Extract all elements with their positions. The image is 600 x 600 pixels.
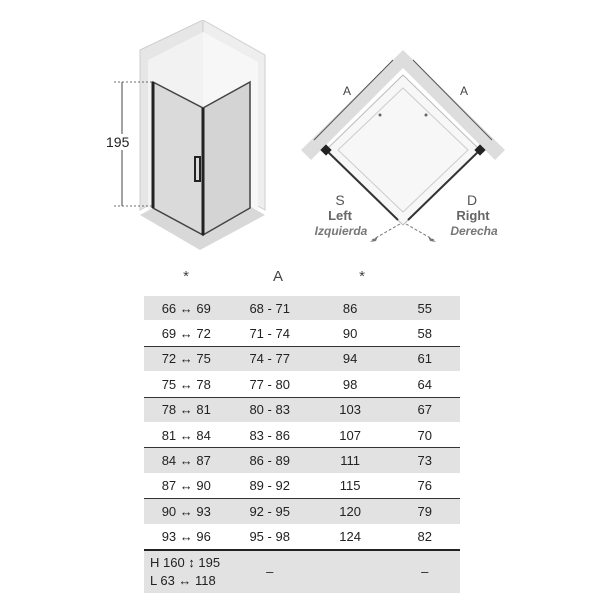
cell-a-range: 80 - 83 xyxy=(229,397,311,422)
custom-size-row xyxy=(144,550,460,593)
cell-adjust-range: 78 ↔ 81 xyxy=(144,397,229,422)
table-row xyxy=(144,346,460,371)
cell-adjust-range: 90 ↔ 93 xyxy=(144,499,229,524)
table-row xyxy=(144,499,460,524)
cell-col4: 58 xyxy=(389,321,460,346)
cell-col3: 115 xyxy=(311,473,390,498)
header-col1: * xyxy=(183,268,189,285)
side-a-left-label: A xyxy=(343,84,352,98)
cell-a-range: 89 - 92 xyxy=(229,473,311,498)
cell-a-range: 83 - 86 xyxy=(229,422,311,447)
right-label-es: Derecha xyxy=(450,224,498,238)
height-dimension-label: 195 xyxy=(106,134,130,150)
cell-col3: 111 xyxy=(311,448,390,473)
cell-a-range: 71 - 74 xyxy=(229,321,311,346)
cell-col3: 107 xyxy=(311,422,390,447)
custom-length-range: L 63 ↔ 118 xyxy=(150,572,216,588)
size-specification-table xyxy=(144,296,460,593)
custom-col2: – xyxy=(229,550,311,593)
custom-size-ranges xyxy=(144,550,229,593)
cell-col4: 55 xyxy=(389,296,460,321)
table-row xyxy=(144,397,460,422)
table-row xyxy=(144,296,460,321)
cell-a-range: 68 - 71 xyxy=(229,296,311,321)
cell-adjust-range: 81 ↔ 84 xyxy=(144,422,229,447)
cell-col3: 86 xyxy=(311,296,390,321)
cell-col3: 103 xyxy=(311,397,390,422)
cell-col4: 61 xyxy=(389,346,460,371)
cell-col3: 94 xyxy=(311,346,390,371)
cell-col3: 124 xyxy=(311,524,390,550)
cell-adjust-range: 72 ↔ 75 xyxy=(144,346,229,371)
side-a-right-label: A xyxy=(460,84,469,98)
cell-adjust-range: 84 ↔ 87 xyxy=(144,448,229,473)
cell-col4: 64 xyxy=(389,372,460,397)
table-row xyxy=(144,422,460,447)
cell-col3: 90 xyxy=(311,321,390,346)
table-row xyxy=(144,372,460,397)
cell-a-range: 77 - 80 xyxy=(229,372,311,397)
cell-col3: 120 xyxy=(311,499,390,524)
custom-height-range: H 160 ↕ 195 xyxy=(150,554,221,570)
table-row xyxy=(144,524,460,550)
cell-adjust-range: 93 ↔ 96 xyxy=(144,524,229,550)
cell-col4: 82 xyxy=(389,524,460,550)
cell-adjust-range: 87 ↔ 90 xyxy=(144,473,229,498)
header-col3: * xyxy=(359,268,365,285)
cell-col4: 76 xyxy=(389,473,460,498)
cell-col4: 79 xyxy=(389,499,460,524)
table-row xyxy=(144,321,460,346)
cell-a-range: 95 - 98 xyxy=(229,524,311,550)
cell-adjust-range: 66 ↔ 69 xyxy=(144,296,229,321)
table-row xyxy=(144,473,460,498)
left-label-es: Izquierda xyxy=(314,224,368,238)
cell-col4: 67 xyxy=(389,397,460,422)
custom-col3 xyxy=(311,550,390,593)
cell-adjust-range: 75 ↔ 78 xyxy=(144,372,229,397)
cell-col4: 73 xyxy=(389,448,460,473)
cell-a-range: 86 - 89 xyxy=(229,448,311,473)
left-label-en: Left xyxy=(328,208,352,223)
right-label-en: Right xyxy=(456,208,490,223)
cell-col4: 70 xyxy=(389,422,460,447)
cell-a-range: 92 - 95 xyxy=(229,499,311,524)
cell-col3: 98 xyxy=(311,372,390,397)
cell-adjust-range: 69 ↔ 72 xyxy=(144,321,229,346)
table-row xyxy=(144,448,460,473)
left-letter: S xyxy=(335,192,345,208)
glass-door-right xyxy=(203,82,250,235)
custom-col4: – xyxy=(389,550,460,593)
right-letter: D xyxy=(466,192,478,208)
header-col2: A xyxy=(272,268,283,285)
cell-a-range: 74 - 77 xyxy=(229,346,311,371)
